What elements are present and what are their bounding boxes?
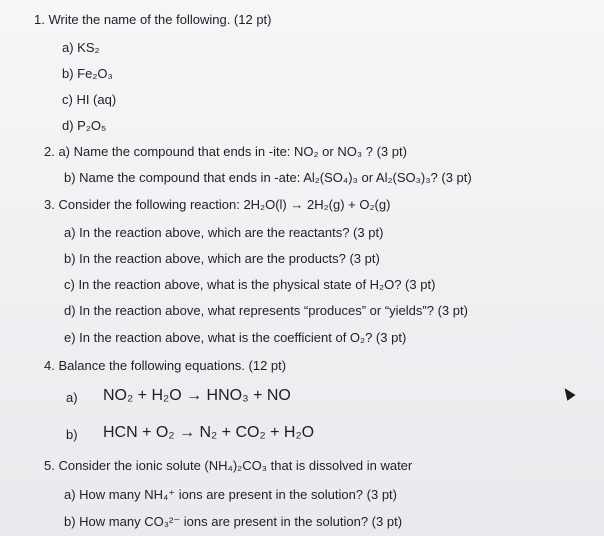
q2-item-a: 2. a) Name the compound that ends in -ite: NO₂ or NO₃ ? (3 pt) [44, 144, 407, 159]
q3-item-a: a) In the reaction above, which are the reactants? (3 pt) [64, 225, 384, 240]
q1-item-d: d) P₂O₅ [62, 118, 107, 133]
q3-item-c: c) In the reaction above, what is the physical state of H₂O? (3 pt) [64, 277, 436, 292]
q3-item-d: d) In the reaction above, what represents “produces” or “yields”? (3 pt) [64, 303, 468, 318]
q4-b-label: b) [66, 427, 78, 442]
mouse-pointer-icon [560, 385, 575, 401]
q3-item-e: e) In the reaction above, what is the coefficient of O₂? (3 pt) [64, 330, 407, 345]
q4-a-label: a) [66, 390, 78, 405]
q4-a-equation: NO₂ + H₂O → HNO₃ + NO [103, 387, 291, 404]
q1-item-c: c) HI (aq) [62, 92, 117, 107]
q1-item-a: a) KS₂ [62, 40, 100, 55]
q2-item-b: b) Name the compound that ends in -ate: Al₂(SO₄)₃ or Al₂(SO₃)₃? (3 pt) [64, 170, 472, 185]
q5-title: 5. Consider the ionic solute (NH₄)₂CO₃ that is dissolved in water [44, 458, 413, 473]
q4-title: 4. Balance the following equations. (12 pt) [44, 358, 287, 373]
q3-item-b: b) In the reaction above, which are the products? (3 pt) [64, 251, 380, 266]
q5-item-a: a) How many NH₄⁺ ions are present in the solution? (3 pt) [64, 487, 397, 502]
q5-item-b: b) How many CO₃²⁻ ions are present in the solution? (3 pt) [64, 514, 403, 529]
q1-item-b: b) Fe₂O₃ [62, 66, 113, 81]
q4-b-equation: HCN + O₂ → N₂ + CO₂ + H₂O [103, 424, 315, 441]
q3-title: 3. Consider the following reaction: 2H₂O(l) → 2H₂(g) + O₂(g) [44, 197, 391, 212]
q1-title: 1. Write the name of the following. (12 pt) [34, 12, 272, 27]
